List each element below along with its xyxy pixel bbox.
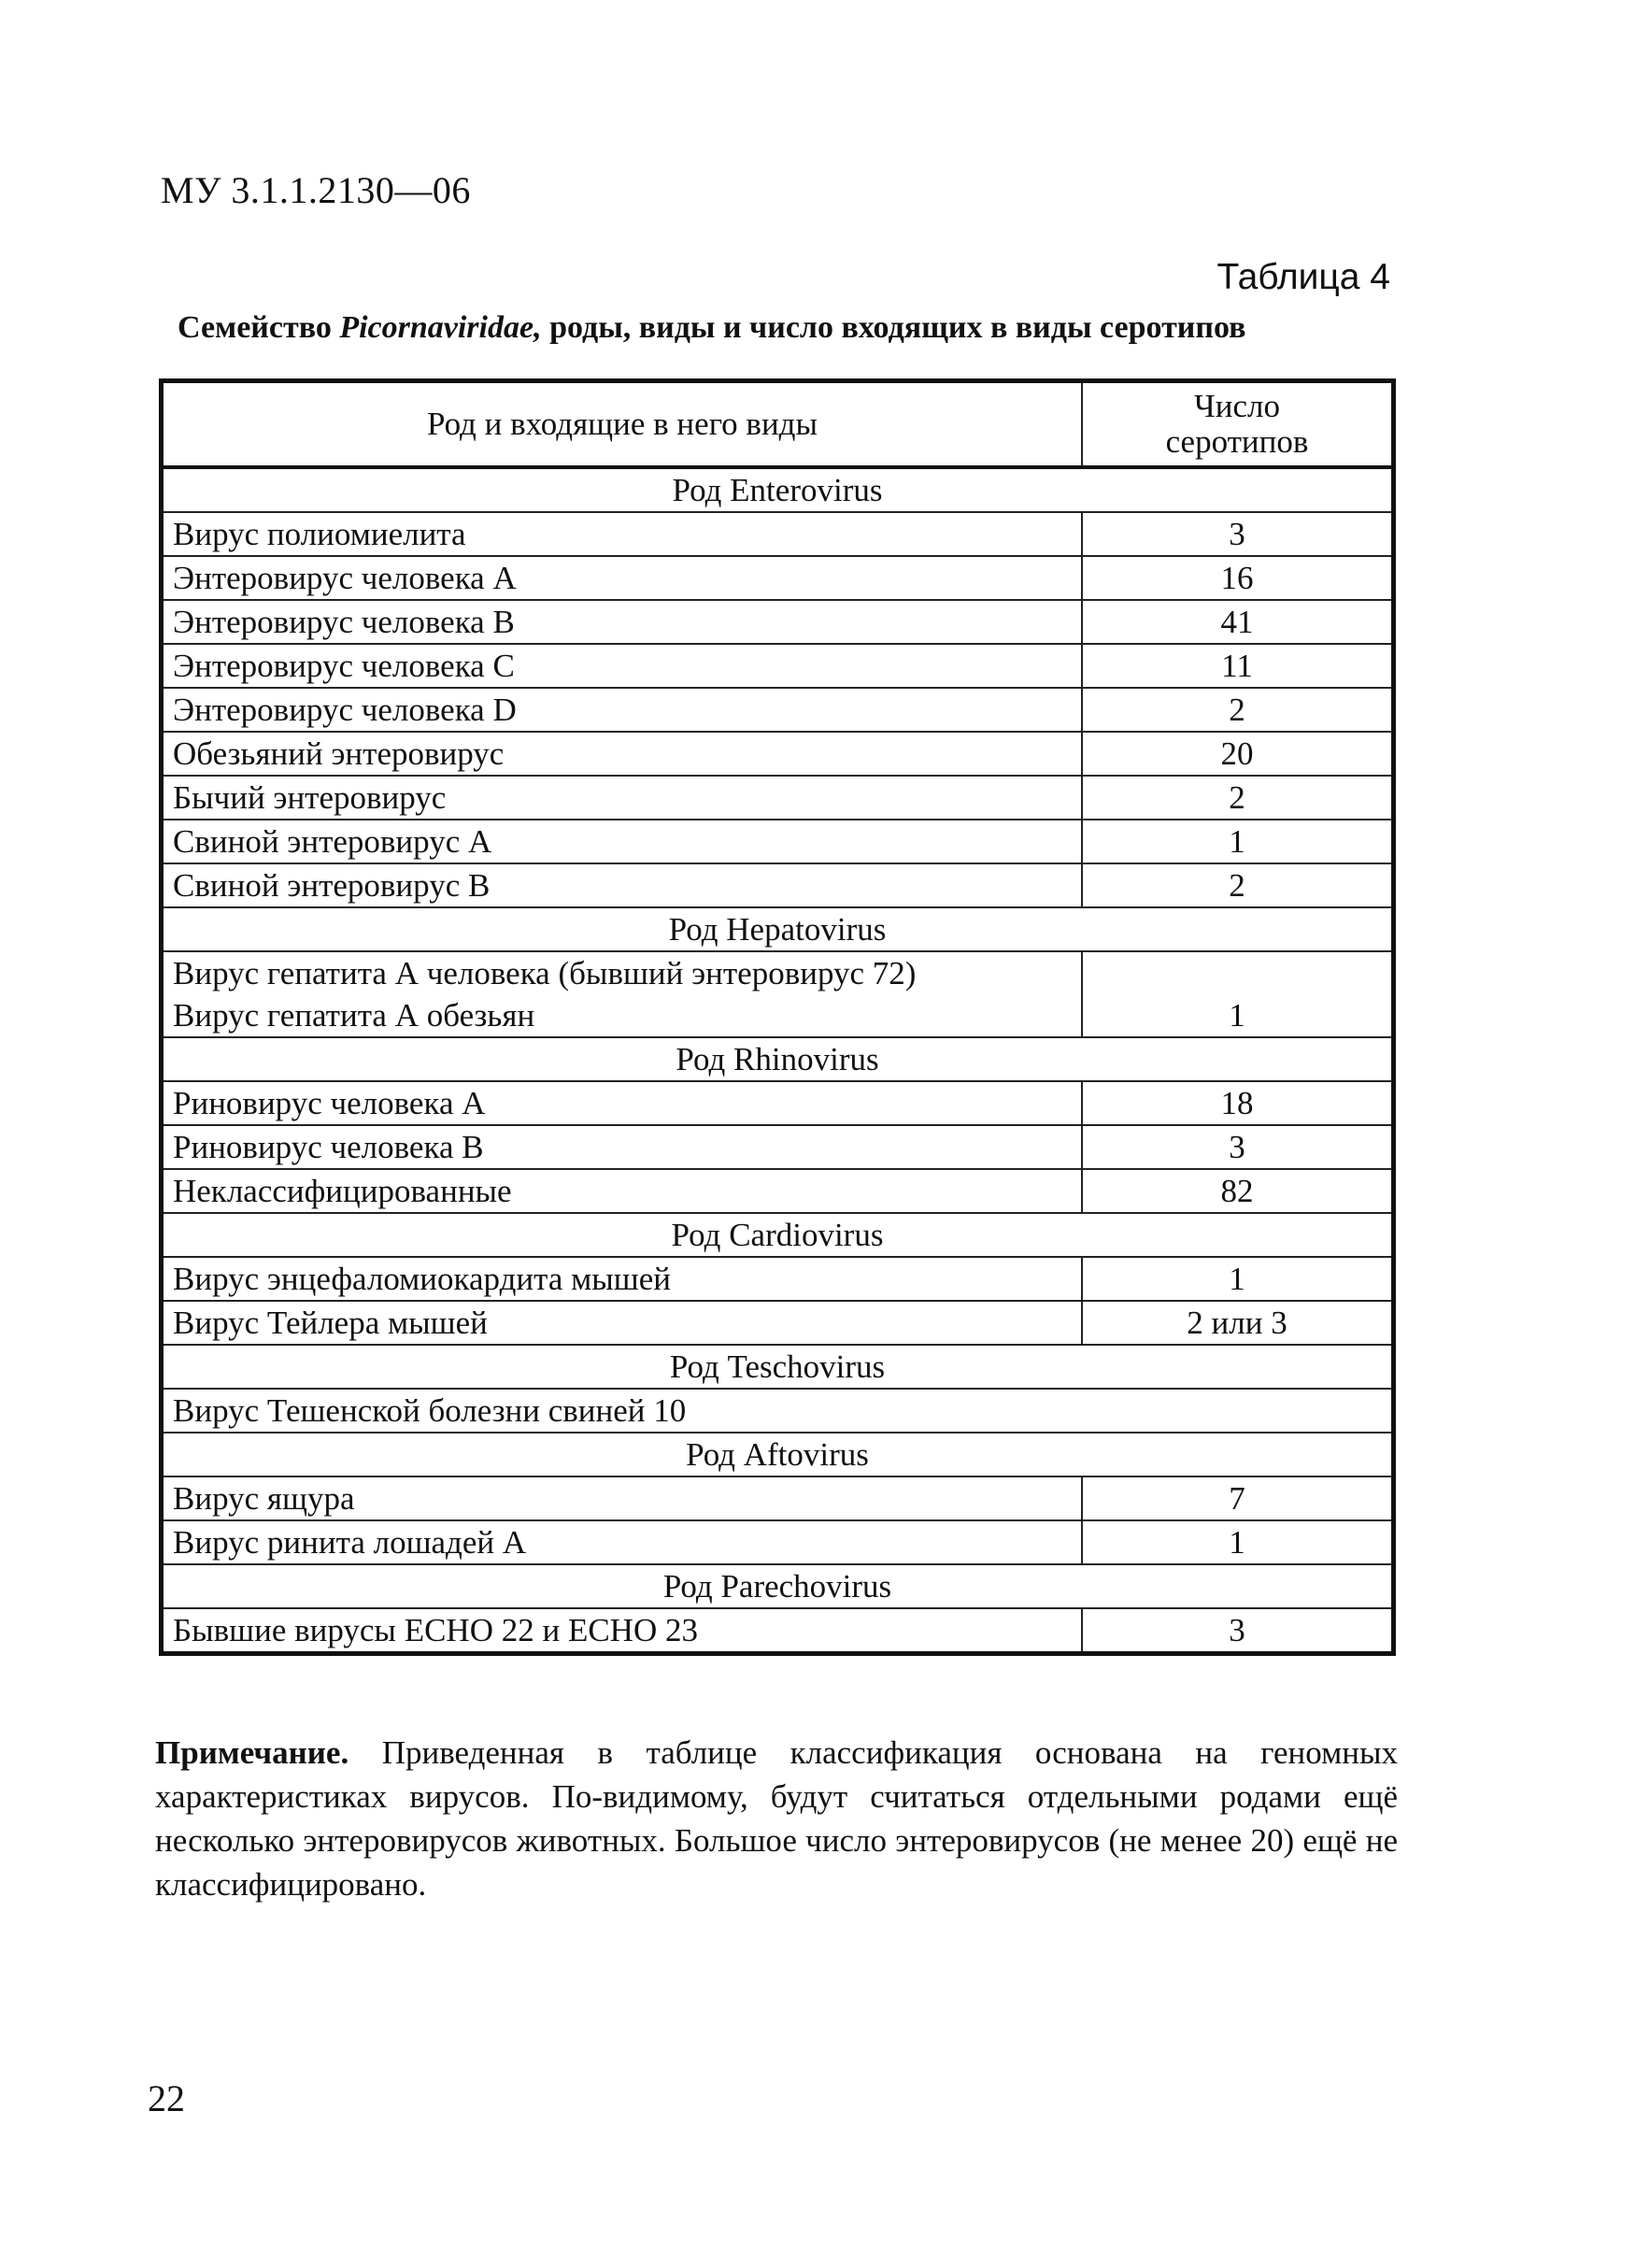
table-row <box>162 863 1394 907</box>
species-name <box>162 951 1083 1037</box>
header-serotypes <box>1082 381 1394 468</box>
serotype-table <box>159 378 1396 1656</box>
serotype-count: 20 <box>1082 732 1394 776</box>
serotype-count: 1 <box>1082 1520 1394 1564</box>
species-name: Энтеровирус человека D <box>162 688 1083 732</box>
table-row <box>162 1520 1394 1564</box>
table-row <box>162 1301 1394 1345</box>
table-title <box>178 310 1392 346</box>
species-name: Обезьяний энтеровирус <box>162 732 1083 776</box>
species-name: Вирус ящура <box>162 1476 1083 1520</box>
genus-label: Род Teschovirus <box>162 1345 1394 1389</box>
genus-label: Род Rhinovirus <box>162 1037 1394 1081</box>
table-row <box>162 776 1394 820</box>
species-name: Энтеровирус человека A <box>162 556 1083 600</box>
table-row <box>162 512 1394 556</box>
serotype-count: 16 <box>1082 556 1394 600</box>
table-row <box>162 1476 1394 1520</box>
genus-row-teschovirus <box>162 1345 1394 1389</box>
table-row <box>162 644 1394 688</box>
serotype-count: 18 <box>1082 1081 1394 1125</box>
species-name: Риновирус человека А <box>162 1081 1083 1125</box>
table-note <box>155 1731 1398 1906</box>
species-name: Свиной энтеровирус В <box>162 863 1083 907</box>
serotype-count: 2 или 3 <box>1082 1301 1394 1345</box>
genus-row-cardiovirus <box>162 1213 1394 1257</box>
serotype-count: 11 <box>1082 644 1394 688</box>
table-row <box>162 600 1394 644</box>
page-number: 22 <box>148 2077 185 2119</box>
table-row <box>162 951 1394 1037</box>
table-header-row <box>162 381 1394 468</box>
table-label: Таблица 4 <box>1216 257 1390 297</box>
table-row <box>162 1389 1394 1433</box>
species-name-line: Вирус гепатита А человека (бывший энтеровирус 72) <box>173 955 917 991</box>
serotype-count: 82 <box>1082 1169 1394 1213</box>
note-label: Примечание. <box>155 1734 349 1771</box>
table-row <box>162 556 1394 600</box>
genus-row-parechovirus <box>162 1564 1394 1608</box>
species-name-line: Вирус гепатита А обезьян <box>173 997 535 1034</box>
species-name: Бычий энтеровирус <box>162 776 1083 820</box>
serotype-count: 3 <box>1082 1608 1394 1654</box>
species-name: Неклассифицированные <box>162 1169 1083 1213</box>
header-serotypes-line2: серотипов <box>1165 423 1309 460</box>
species-name: Вирус Тейлера мышей <box>162 1301 1083 1345</box>
table-row <box>162 688 1394 732</box>
table-row <box>162 1125 1394 1169</box>
serotype-count: 3 <box>1082 512 1394 556</box>
serotype-count: 2 <box>1082 688 1394 732</box>
table-row <box>162 1257 1394 1301</box>
header-species: Род и входящие в него виды <box>162 381 1083 468</box>
genus-row-hepatovirus <box>162 907 1394 951</box>
genus-row-rhinovirus <box>162 1037 1394 1081</box>
serotype-count: 2 <box>1082 863 1394 907</box>
genus-label: Род Aftovirus <box>162 1433 1394 1476</box>
table-title-suffix: роды, виды и число входящих в виды серотипов <box>541 310 1246 345</box>
header-serotypes-line1: Число <box>1194 388 1280 424</box>
serotype-count: 7 <box>1082 1476 1394 1520</box>
table-row <box>162 1169 1394 1213</box>
table-row <box>162 732 1394 776</box>
serotype-count: 1 <box>1082 1257 1394 1301</box>
species-name: Энтеровирус человека B <box>162 600 1083 644</box>
serotype-count: 1 <box>1082 951 1394 1037</box>
table-row <box>162 820 1394 863</box>
serotype-count: 41 <box>1082 600 1394 644</box>
genus-label: Род Parechovirus <box>162 1564 1394 1608</box>
species-name: Вирус Тешенской болезни свиней 10 <box>162 1389 1394 1433</box>
serotype-count: 3 <box>1082 1125 1394 1169</box>
genus-row-aftovirus <box>162 1433 1394 1476</box>
species-name: Свиной энтеровирус А <box>162 820 1083 863</box>
species-name: Бывшие вирусы ECHO 22 и ECHO 23 <box>162 1608 1083 1654</box>
species-name: Вирус полиомиелита <box>162 512 1083 556</box>
note-text: Приведенная в таблице классификация основана на геномных характеристиках вирусов. По-видимому, будут считаться отдельными родами ещё несколько энтеровирусов животных. Большое число энтеровирусов (не менее 20) ещё не классифицировано. <box>155 1734 1398 1903</box>
species-name: Риновирус человека В <box>162 1125 1083 1169</box>
species-name: Вирус энцефаломиокардита мышей <box>162 1257 1083 1301</box>
species-name: Вирус ринита лошадей А <box>162 1520 1083 1564</box>
table-row <box>162 1081 1394 1125</box>
table-title-prefix: Семейство <box>178 310 340 345</box>
genus-label: Род Cardiovirus <box>162 1213 1394 1257</box>
document-code: МУ 3.1.1.2130—06 <box>161 169 471 211</box>
serotype-count: 2 <box>1082 776 1394 820</box>
serotype-count: 1 <box>1082 820 1394 863</box>
genus-row-enterovirus <box>162 467 1394 512</box>
species-name: Энтеровирус человека C <box>162 644 1083 688</box>
genus-label: Род Hepatovirus <box>162 907 1394 951</box>
genus-label: Род Enterovirus <box>162 467 1394 512</box>
table-title-family: Picornaviridae, <box>339 310 542 345</box>
table-row <box>162 1608 1394 1654</box>
